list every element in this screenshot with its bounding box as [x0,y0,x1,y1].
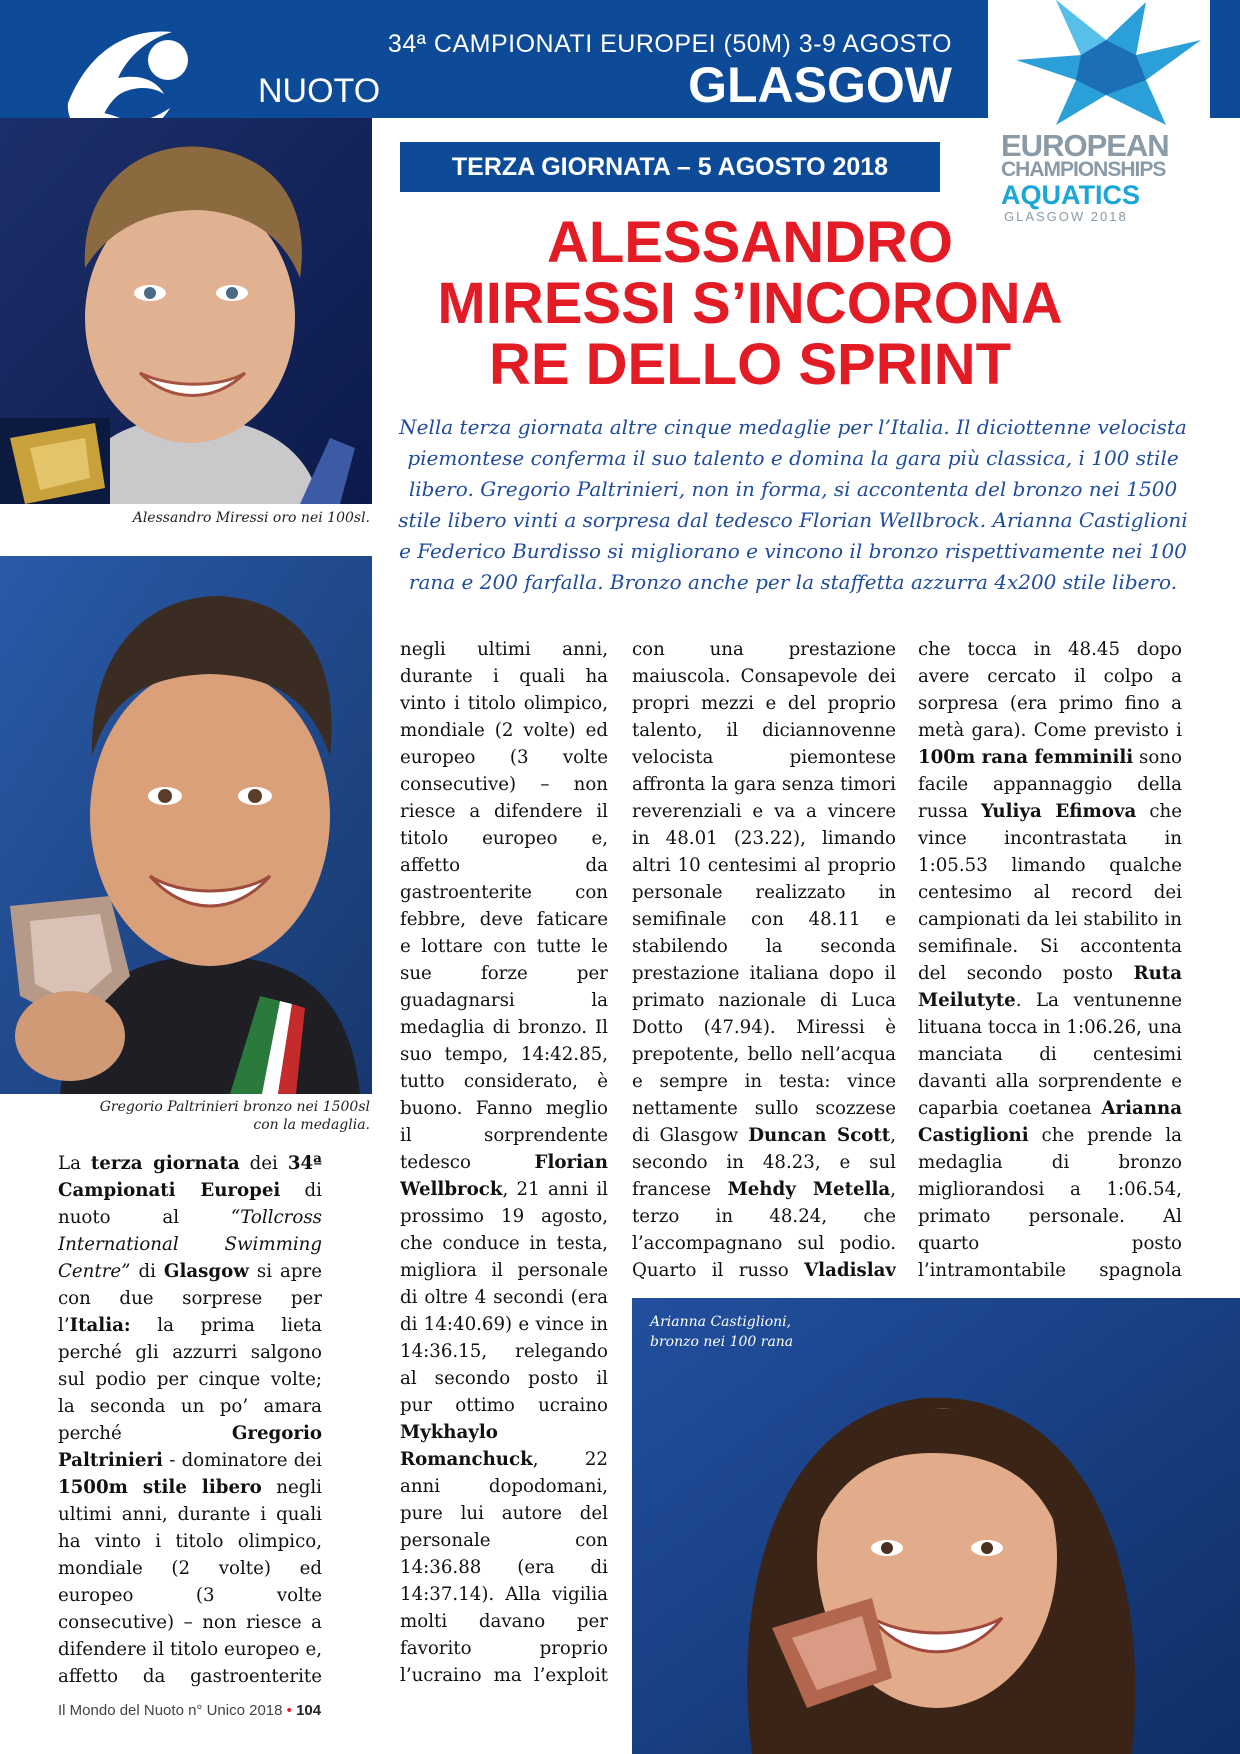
ec-logo-line4: GLASGOW 2018 [1004,209,1128,224]
article-column-3: con una prestazione maiuscola. Consapevole dei propri mezzi e del proprio talento, il diciannovenne velocista piemontese affronta la gara senza timori reverenziali e va a vincere in 48.01 (23.22), limando altri 10 centesimi al proprio personale realizzato in semifinale con 48.11 e stabilendo la seconda prestazione italiana dopo il primato nazionale di Luca Dotto (47.94). Miressi è prepotente, bello nell’acqua e sempre in testa: vince nettamente sullo scozzese di Glasgow Duncan Scott, secondo in 48.23, e sul francese Mehdy Metella, terzo in 48.24, che l’accompagnano sul podio. Quarto il russo Vladislav [632,639,896,1281]
city-title: GLASGOW [688,57,952,113]
photo-paltrinieri [0,556,372,1094]
section-label: NUOTO [258,72,381,110]
ec-logo-line2: CHAMPIONSHIPS [1001,158,1166,181]
article-column-2: negli ultimi anni, durante i quali ha vinto i titolo olimpico, mondiale (2 volte) ed europeo (3 volte consecutive) – non riesce a difendere il titolo europeo e, affetto da gastroenterite con febbre, deve faticare e lottare con tutte le sue forze per guadagnarsi la medaglia di bronzo. Il suo tempo, 14:42.85, tutto considerato, è buono. Fanno meglio il sorprendente tedesco Florian Wellbrock, 21 anni il prossimo 19 agosto, che conduce in testa, migliora il personale di oltre 4 secondi (era di 14:40.69) e vince in 14:36.15, relegando al secondo posto il pur ottimo ucraino Mykhaylo Romanchuck, 22 anni dopodomani, pure lui autore del personale con 14:36.88 (era di 14:37.14). Alla vigilia molti davano per favorito proprio l’ucraino ma l’exploit [400,639,608,1686]
headline-line-3: RE DELLO SPRINT [488,332,1012,397]
publication-name: Il Mondo del Nuoto n° Unico 2018 [58,1702,283,1719]
caption-castiglioni-line-2: bronzo nei 100 rana [650,1334,794,1350]
ec-logo-line1: EUROPEAN [1001,128,1169,163]
european-championships-logo [996,0,1210,232]
headline-line-1: ALESSANDRO [546,210,954,275]
lead-paragraph: Nella terza giornata altre cinque medaglie per l’Italia. Il diciottenne velocista piemontese conferma il suo talento e domina la gara più classica, i 100 stile libero. Gregorio Paltrinieri, non in forma, si accontenta del bronzo nei 1500 stile libero vinti a sorpresa dal tedesco Florian Wellbrock. Arianna Castiglioni e Federico Burdisso si migliorano e vincono il bronzo rispettivamente nei 100 rana e 200 farfalla. Bronzo anche per la staffetta azzurra 4x200 stile libero. [398,415,1188,594]
ec-logo-line3: AQUATICS [1001,180,1140,210]
caption-castiglioni [650,1312,950,1352]
footer-separator: • [286,1702,292,1719]
caption-paltrinieri [60,1098,370,1134]
headline [380,212,1120,395]
page-footer [58,1702,321,1719]
caption-paltrinieri-line-1: Gregorio Paltrinieri bronzo nei 1500sl [99,1099,370,1115]
headline-line-2: MIRESSI S’INCORONA [437,271,1063,336]
photo-miressi [0,118,372,504]
caption-miressi: Alessandro Miressi oro nei 100sl. [132,510,370,526]
header-band-right [1210,0,1240,118]
caption-castiglioni-line-1: Arianna Castiglioni, [650,1314,792,1330]
event-title: 34ª CAMPIONATI EUROPEI (50M) 3-9 AGOSTO [387,30,952,58]
article-column-4: che tocca in 48.45 dopo avere cercato il colpo a sorpresa (era primo fino a metà gara). Come previsto i 100m rana femminili sono facile appannaggio della russa Yuliya Efimova che vince incontrastata in 1:05.53 limando qualche centesimo al record dei campionati da lei stabilito in semifinale. Si accontenta del secondo posto Ruta Meilutyte. La ventunenne lituana tocca in 1:06.26, una manciata di centesimi davanti alla sorprendente e caparbia coetanea Arianna Castiglioni che prende la medaglia di bronzo migliorandosi a 1:06.54, primato personale. Al quarto posto l’intramontabile spagnola [918,639,1182,1281]
photo-castiglioni [632,1298,1240,1754]
star-logo-icon [996,0,1210,130]
article-column-1: La terza giornata dei 34ª Campionati Europei di nuoto al “Tollcross International Swimming Centre” di Glasgow si apre con due sorprese per l’Italia: la prima lieta perché gli azzurri salgono sul podio per cinque volte; la seconda un po’ amara perché Gregorio Paltrinieri - dominatore dei 1500m stile libero negli ultimi anni, durante i quali ha vinto i titolo olimpico, mondiale (2 volte) ed europeo (3 volte consecutive) – non riesce a difendere il titolo europeo e, affetto da gastroenterite [58,1153,322,1687]
caption-paltrinieri-line-2: con la medaglia. [253,1117,370,1133]
page-number: 104 [296,1702,322,1719]
day-banner: TERZA GIORNATA – 5 AGOSTO 2018 [400,142,940,192]
